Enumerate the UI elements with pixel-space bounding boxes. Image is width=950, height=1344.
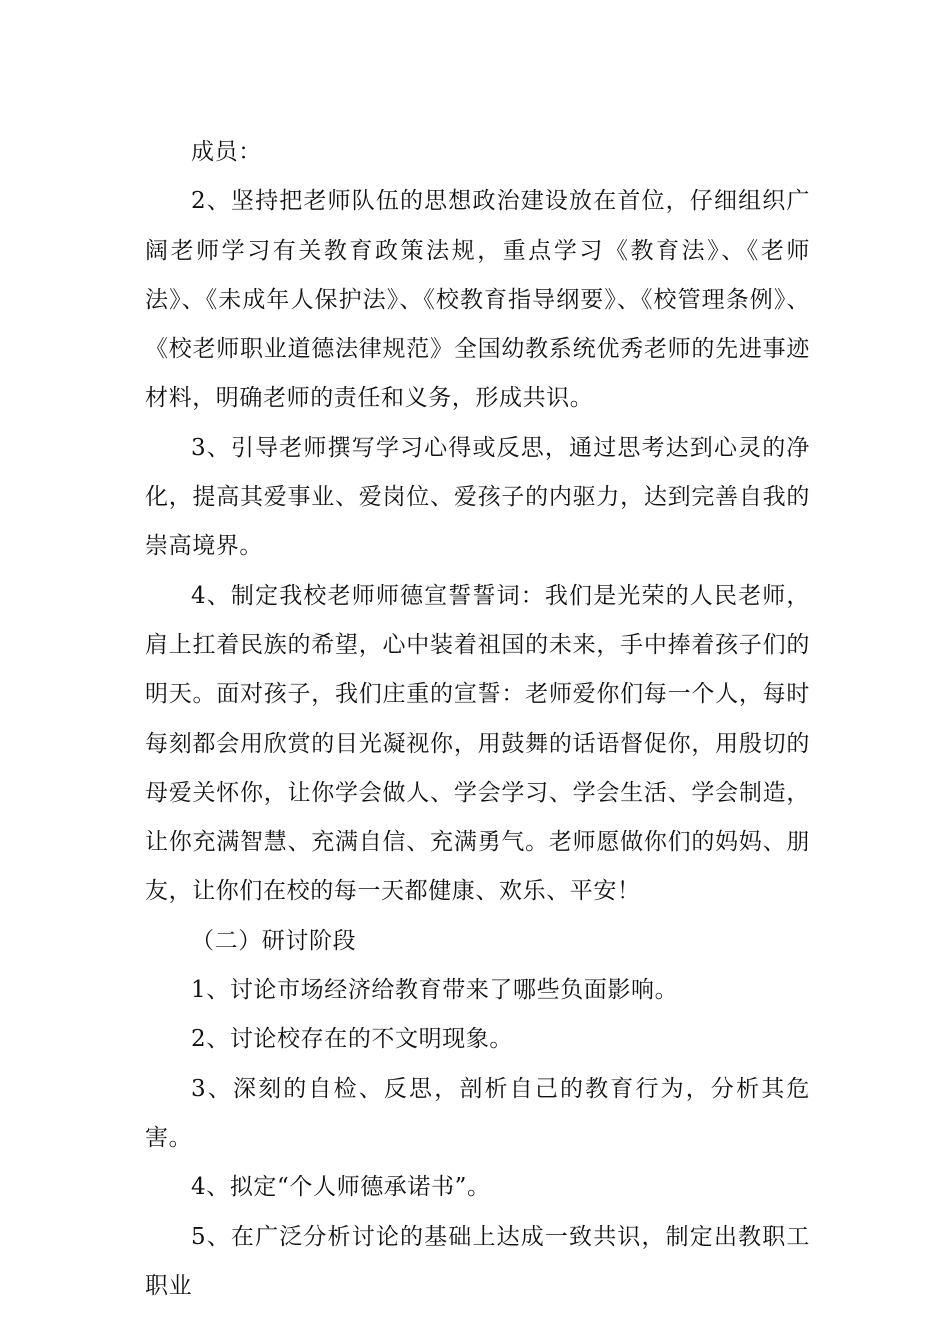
paragraph-item-3-reflection: 3、引导老师撰写学习心得或反思，通过思考达到心灵的净化，提高其爱事业、爱岗位、爱孩子的内驱力，达到完善自我的崇高境界。 [145, 434, 810, 560]
paragraph-item-4-oath: 4、制定我校老师师德宣誓誓词：我们是光荣的人民老师，肩上扛着民族的希望，心中装着祖国的未来，手中捧着孩子们的明天。面对孩子，我们庄重的宣誓：老师爱你们每一个人，每时每刻都会用欣赏的目光凝视你，用鼓舞的话语督促你，用殷切的母爱关怀你，让你学会做人、学会学习、学会生活、学会制造，让你充满智慧、充满自信、充满勇气。老师愿做你们的妈妈、朋友，让你们在校的每一天都健康、欢乐、平安！ [145, 582, 810, 905]
list-item-discussion-2: 2、讨论校存在的不文明现象。 [191, 1026, 514, 1053]
list-item-discussion-5: 5、在广泛分析讨论的基础上达成一致共识，制定出教职工职业 [145, 1223, 810, 1299]
section-heading-discussion-stage: （二）研讨阶段 [191, 927, 357, 954]
list-item-discussion-1: 1、讨论市场经济给教育带来了哪些负面影响。 [191, 977, 679, 1004]
list-item-discussion-3: 3、深刻的自检、反思，剖析自己的教育行为，分析其危害。 [145, 1075, 810, 1151]
paragraph-members-label: 成员： [191, 139, 262, 165]
document-body [145, 128, 810, 1311]
paragraph-item-2-political-study: 2、坚持把老师队伍的思想政治建设放在首位，仔细组织广阔老师学习有关教育政策法规，重点学习《教育法》、《老师法》、《未成年人保护法》、《校教育指导纲要》、《校管理条例》、《校老师职业道德法律规范》全国幼教系统优秀老师的先进事迹材料，明确老师的责任和义务，形成共识。 [145, 188, 810, 412]
list-item-discussion-4: 4、拟定“个人师德承诺书”。 [191, 1174, 491, 1201]
